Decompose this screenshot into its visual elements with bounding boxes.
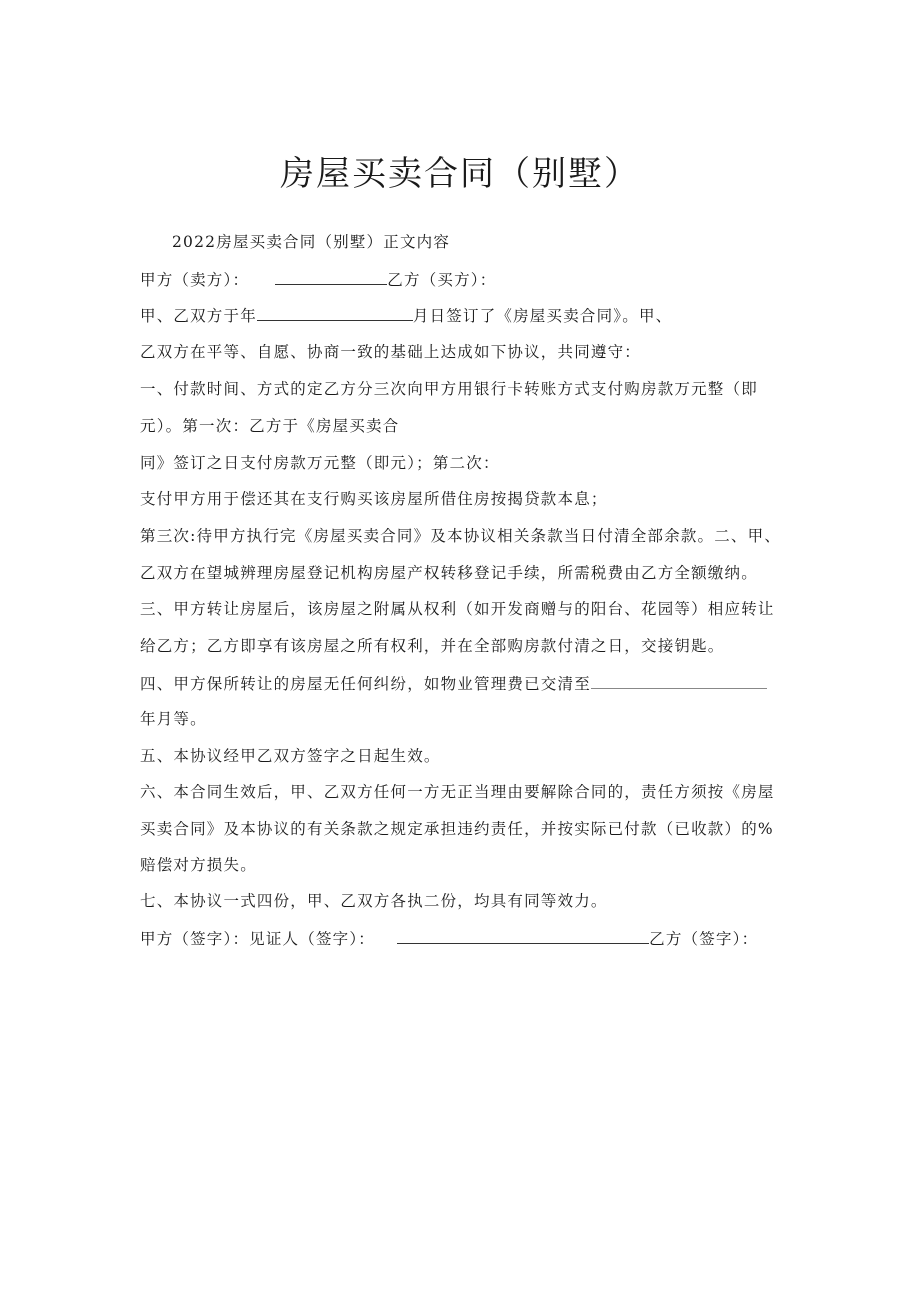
paragraph-line: [140, 891, 608, 911]
clause-6-line-1: 六、本合同生效后，甲、乙双方任何一方无正当理由要解除合同的，责任方须按《房屋: [140, 783, 775, 801]
clause-1-line-2: 元）。第一次：乙方于《房屋买卖合: [140, 417, 400, 435]
paragraph-line: [140, 379, 758, 399]
parties-line: [140, 269, 496, 290]
date-line-end: 月日签订了《房屋买卖合同》。甲、: [412, 307, 673, 325]
clause-3-line-2: 给乙方；乙方即享有该房屋之所有权利，并在全部购房款付清之日，交接钥匙。: [140, 637, 725, 655]
clause-4-line-2: 年月等。: [140, 710, 207, 728]
clause-6-line-2: 买卖合同》及本协议的有关条款之规定承担违约责任，并按实际已付款（已收款）的%: [140, 820, 774, 838]
clause-1-line-3: 同》签订之日支付房款万元整（即元）；第二次：: [140, 454, 500, 472]
paragraph-line: [140, 746, 441, 766]
date-line-start: 甲、乙双方于年: [140, 307, 257, 325]
paragraph-line: [140, 489, 608, 509]
clause-1-line-1: 一、付款时间、方式的定乙方分三次向甲方用银行卡转账方式支付购房款万元整（即: [140, 380, 758, 398]
paragraph-line: [140, 526, 781, 546]
clause-1-line-5: 第三次:待甲方执行完《房屋买卖合同》及本协议相关条款当日付清全部余款。二、甲、: [140, 527, 782, 545]
clause-3-line-1: 三、甲方转让房屋后，该房屋之附属从权利（如开发商赠与的阳台、花园等）相应转让: [140, 600, 775, 618]
paragraph-line: [140, 342, 641, 362]
party-b-label: 乙方（买方）：: [387, 271, 497, 289]
clause-6-line-3: 赔偿对方损失。: [140, 856, 257, 874]
party-a-blank: [275, 269, 387, 285]
signature-line: [140, 928, 758, 949]
paragraph-line: [140, 599, 775, 619]
paragraph-line: [140, 636, 725, 656]
date-blank: [257, 305, 413, 321]
paragraph-line: [140, 855, 257, 875]
fee-date-blank: [591, 673, 767, 689]
signature-party-b: 乙方（签字）：: [649, 930, 759, 948]
clause-1-line-4: 支付甲方用于偿还其在支行购买该房屋所借住房按揭贷款本息；: [140, 490, 608, 508]
paragraph-line: [140, 563, 758, 583]
clause-7-line: 七、本协议一式四份，甲、乙双方各执二份，均具有同等效力。: [140, 892, 608, 910]
party-a-label: 甲方（卖方）：: [140, 271, 250, 289]
clause-4-line-1: 四、甲方保所转让的房屋无任何纠纷，如物业管理费已交清至: [140, 675, 591, 693]
clause-2-line: 乙双方在望城辨理房屋登记机构房屋产权转移登记手续，所需税费由乙方全额缴纳。: [140, 564, 758, 582]
paragraph-line: [140, 782, 775, 802]
paragraph-line: [140, 453, 500, 473]
paragraph-line: [140, 709, 207, 729]
subheading: [172, 232, 450, 252]
paragraph-line: [140, 673, 767, 694]
paragraph-line: [140, 819, 774, 839]
text-line-3: 乙双方在平等、自愿、协商一致的基础上达成如下协议，共同遵守：: [140, 343, 642, 361]
document-title: 房屋买卖合同（别墅）: [280, 154, 640, 194]
witness-signature-blank: [397, 928, 649, 944]
subheading-text: 2022房屋买卖合同（别墅）正文内容: [172, 233, 451, 251]
clause-5-line: 五、本协议经甲乙双方签字之日起生效。: [140, 747, 441, 765]
signature-party-a-witness: 甲方（签字）：见证人（签字）：: [140, 930, 376, 948]
paragraph-line: [140, 416, 399, 436]
date-line: [140, 305, 672, 326]
